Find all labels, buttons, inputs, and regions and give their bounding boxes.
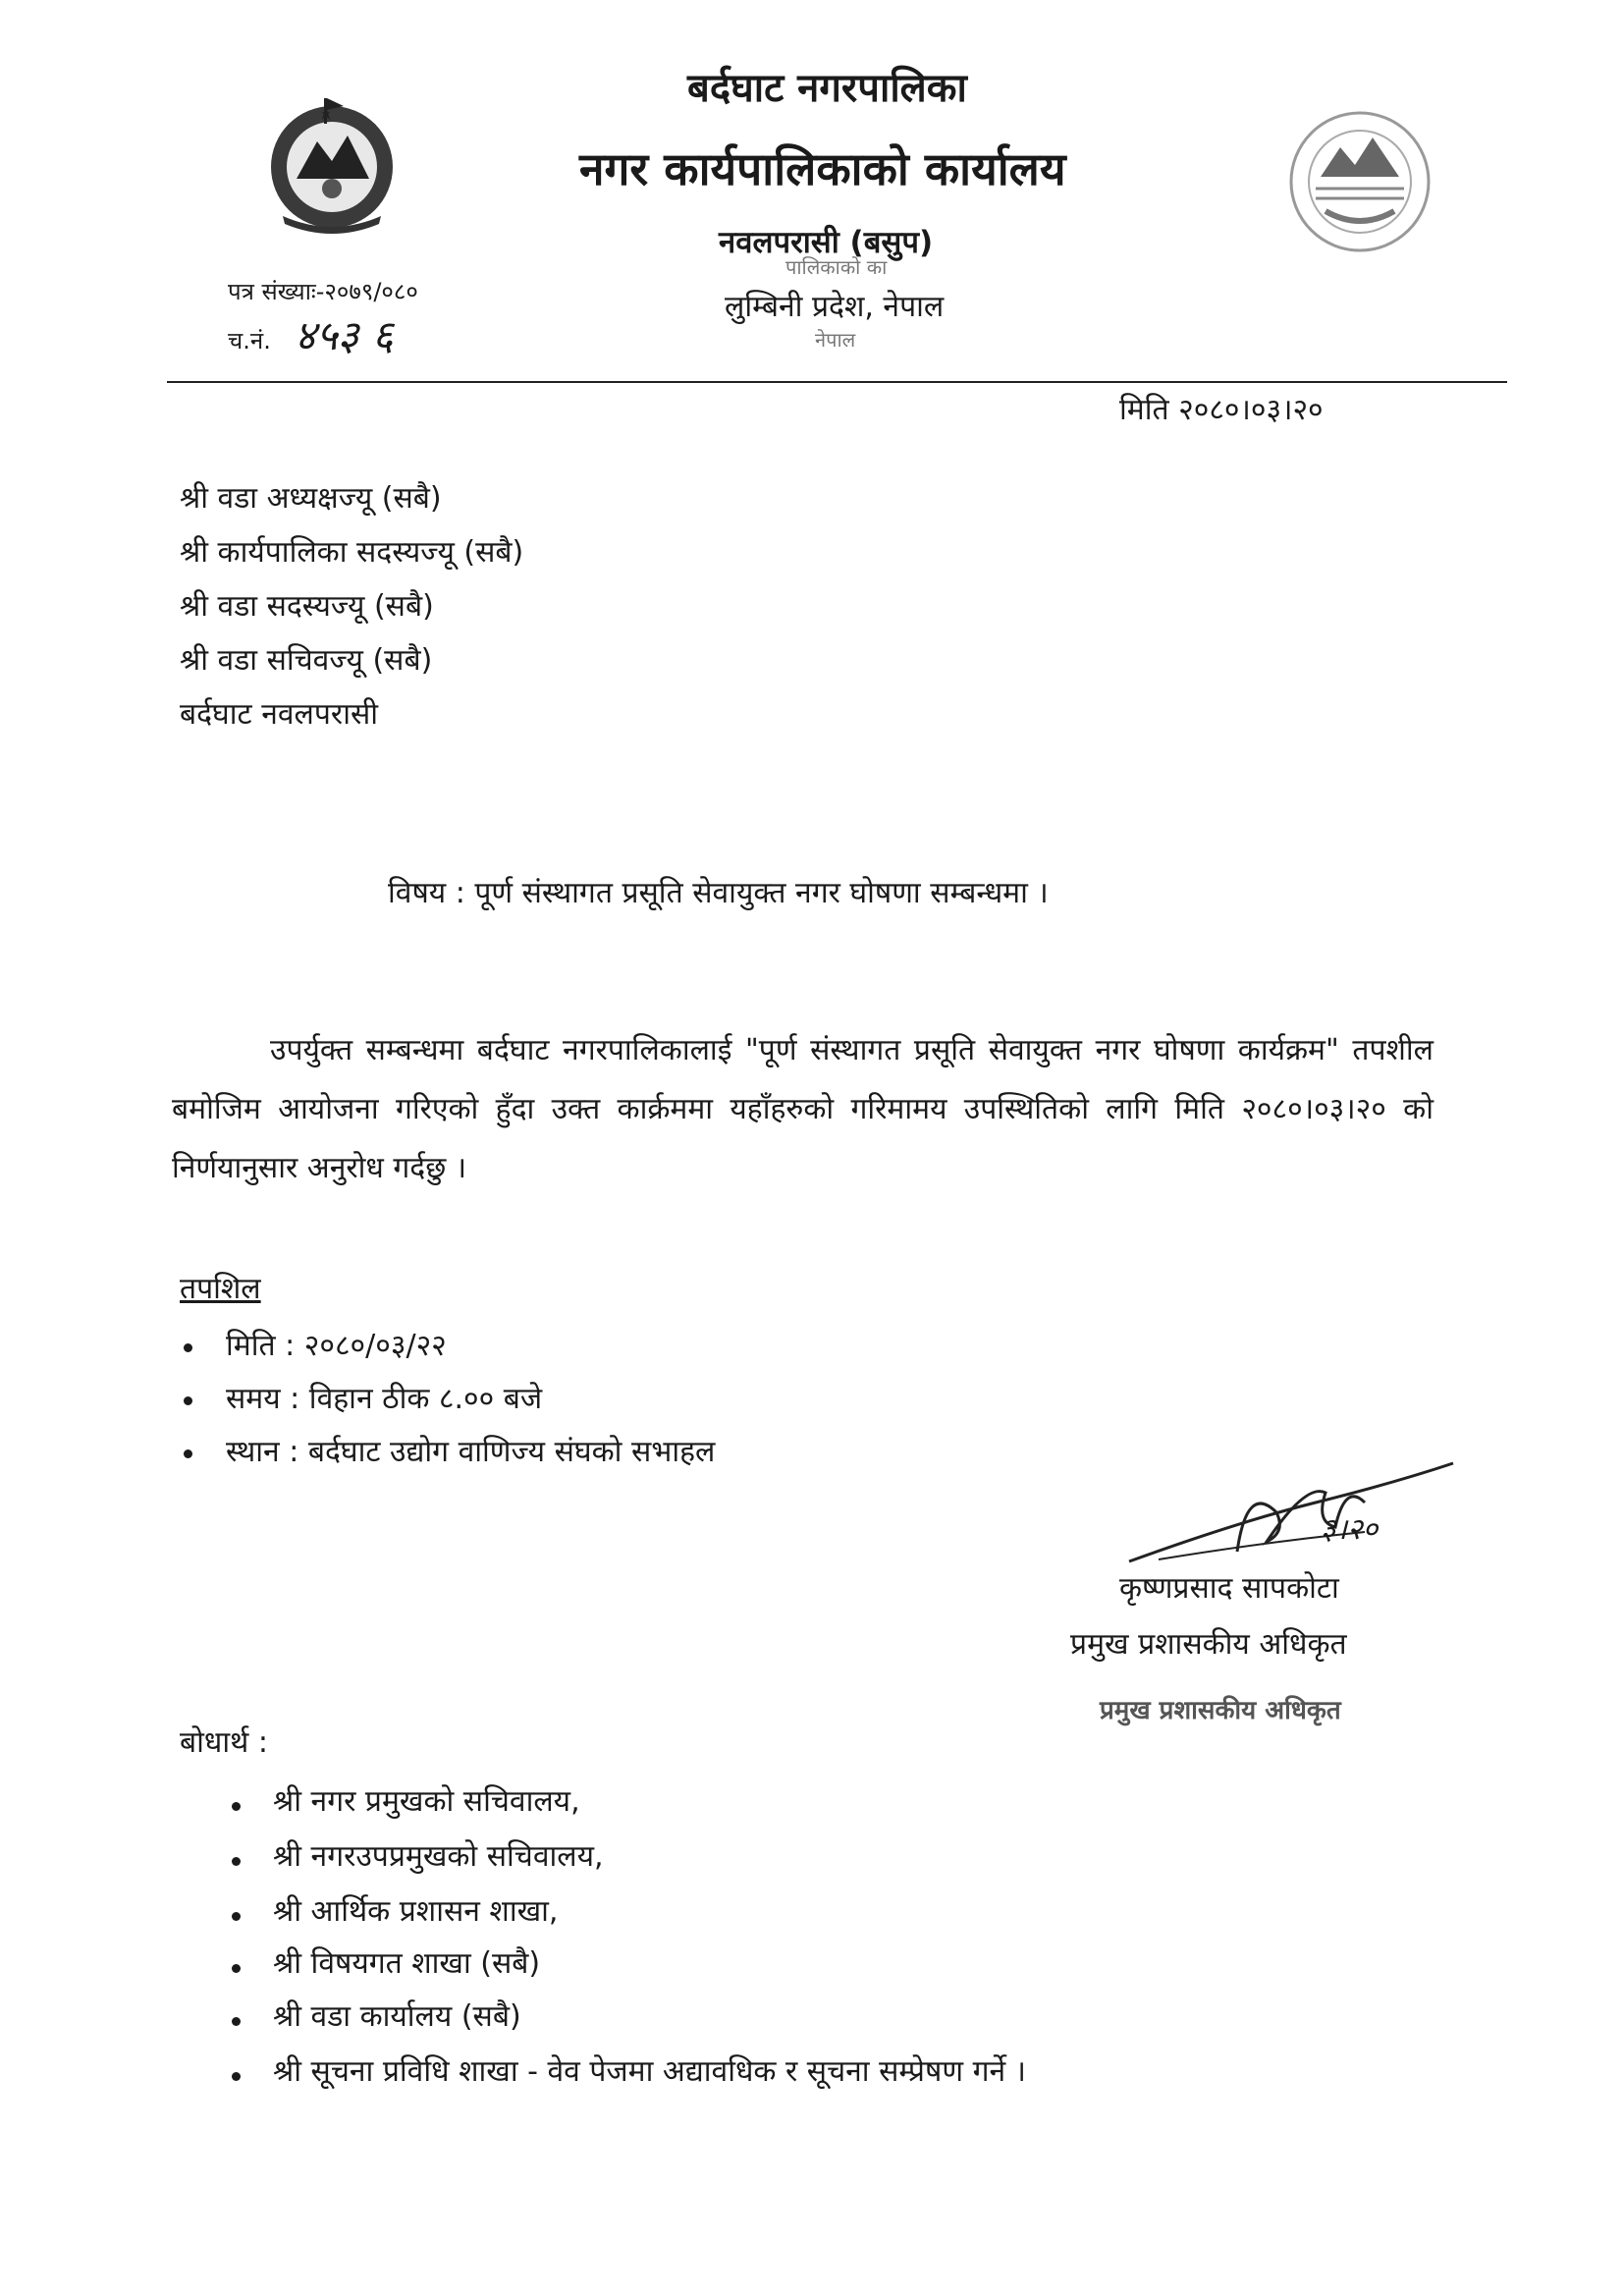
district-name: नवलपरासी (बसुप)	[719, 225, 934, 260]
nepal-emblem-icon	[263, 90, 401, 238]
dispatch-number-label: च.नं.	[228, 327, 271, 355]
bullet-icon	[232, 1857, 241, 1866]
cc-item: श्री सूचना प्रविधि शाखा - वेव पेजमा अद्यावधिक र सूचना सम्प्रेषण गर्ने ।	[273, 2054, 1027, 2089]
bullet-icon	[184, 1396, 192, 1405]
bullet-icon	[232, 1964, 241, 1973]
province-country: लुम्बिनी प्रदेश, नेपाल	[725, 290, 945, 324]
recipient-line: श्री वडा सदस्यज्यू (सबै)	[180, 589, 434, 624]
cc-item: श्री आर्थिक प्रशासन शाखा,	[273, 1894, 559, 1929]
bullet-icon	[232, 1912, 241, 1921]
signatory-title: प्रमुख प्रशासकीय अधिकृत	[1070, 1627, 1347, 1662]
recipient-line: श्री कार्यपालिका सदस्यज्यू (सबै)	[180, 535, 524, 570]
letter-subject: विषय : पूर्ण संस्थागत प्रसूति सेवायुक्त नगर घोषणा सम्बन्धमा ।	[388, 876, 1049, 910]
cc-item: श्री नगरउपप्रमुखको सचिवालय,	[273, 1839, 604, 1874]
bullet-icon	[232, 2017, 241, 2026]
dispatch-number: ४५३ ६	[295, 311, 394, 359]
cc-item: श्री वडा कार्यालय (सबै)	[273, 1999, 521, 2034]
details-heading: तपशिल	[180, 1272, 261, 1306]
header-divider	[167, 381, 1507, 383]
signature-scrawl-icon	[1119, 1444, 1473, 1581]
municipality-logo-icon	[1286, 108, 1434, 255]
signatory-stamp: प्रमुख प्रशासकीय अधिकृत	[1100, 1696, 1341, 1725]
recipient-line: श्री वडा सचिवज्यू (सबै)	[180, 643, 433, 678]
signature-date: ३।२०	[1321, 1512, 1379, 1547]
signatory-name: कृष्णप्रसाद सापकोटा	[1119, 1571, 1339, 1606]
letter-date: मिति २०८०।०३।२०	[1119, 393, 1324, 427]
letter-body	[172, 1021, 1434, 1198]
detail-item: स्थान : बर्दघाट उद्योग वाणिज्य संघको सभाहल	[226, 1435, 716, 1469]
detail-item: मिति : २०८०/०३/२२	[226, 1329, 447, 1363]
letter-number: पत्र संख्याः-२०७९/०८०	[228, 278, 418, 305]
bullet-icon	[184, 1449, 192, 1458]
cc-item: श्री नगर प्रमुखको सचिवालय,	[273, 1784, 580, 1819]
office-stamp: पालिकाको का	[785, 255, 888, 279]
bullet-icon	[232, 2072, 241, 2081]
bullet-icon	[184, 1343, 192, 1352]
detail-item: समय : विहान ठीक ८.०० बजे	[226, 1382, 543, 1416]
office-stamp-country: नेपाल	[815, 328, 856, 352]
cc-heading: बोधार्थ :	[180, 1725, 268, 1760]
recipient-line: बर्दघाट नवलपरासी	[180, 697, 379, 732]
bullet-icon	[232, 1802, 241, 1811]
recipient-line: श्री वडा अध्यक्षज्यू (सबै)	[180, 481, 442, 516]
cc-item: श्री विषयगत शाखा (सबै)	[273, 1946, 541, 1981]
municipality-name: बर्दघाट नगरपालिका	[687, 66, 967, 111]
letter-body-text: उपर्युक्त सम्बन्धमा बर्दघाट नगरपालिकालाई "पूर्ण संस्थागत प्रसूति सेवायुक्त नगर घोषणा कार्यक्रम" तपशील बमोजिम आयोजना गरिएको हुँदा उक्त कार्क्रममा यहाँहरुको गरिमामय उपस्थितिको लागि मिति २०८०।०३।२० को निर्णयानुसार अनुरोध गर्दछु ।	[172, 1033, 1434, 1185]
office-name: नगर कार्यपालिकाको कार्यालय	[579, 142, 1066, 195]
